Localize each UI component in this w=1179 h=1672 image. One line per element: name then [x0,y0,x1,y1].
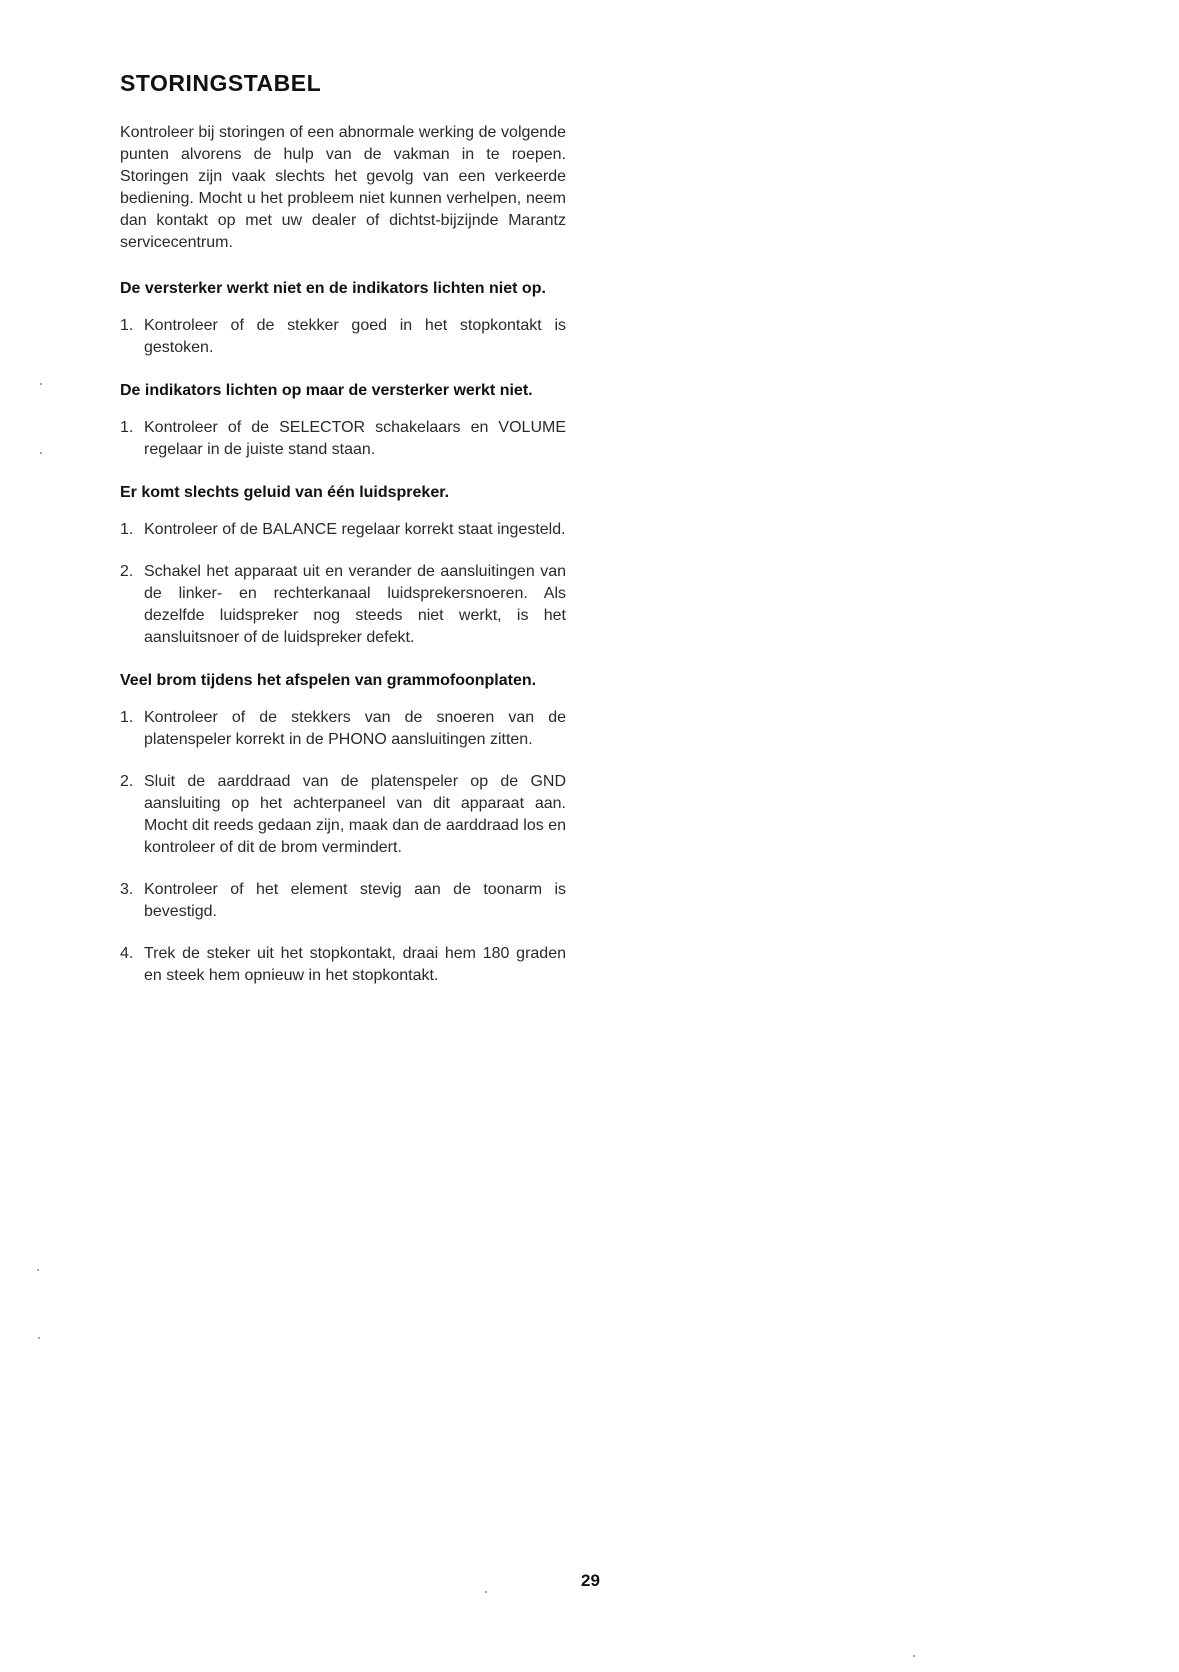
item-text: Sluit de aarddraad van de platenspeler op de GND aansluiting op het achterpaneel van dit apparaat aan. Mocht dit reeds gedaan zijn, maak dan de aarddraad los en kontroleer of dit de brom vermindert. [144,773,566,856]
item-text: Kontroleer of de stekkers van de snoeren van de platenspeler korrekt in de PHONO aansluitingen zitten. [144,709,566,748]
list-item [120,879,566,923]
item-number: 1. [120,419,134,436]
item-text: Schakel het apparaat uit en verander de aansluitingen van de linker- en rechterkanaal luidsprekersnoeren. Als dezelfde luidspreker nog steeds niet werkt, is het aansluitsnoer of de luidspreker defekt. [144,563,566,646]
list-item [120,417,566,461]
item-number: 2. [120,773,134,790]
item-text: Kontroleer of de stekker goed in het stopkontakt is gestoken. [144,317,566,356]
section-heading: Veel brom tijdens het afspelen van grammofoonplaten. [120,672,537,689]
item-number: 2. [120,563,134,580]
list-item [120,771,566,859]
section-no-power [120,277,566,359]
scan-speck [485,1591,487,1593]
page-content [120,70,566,1007]
page-title: STORINGSTABEL [120,70,322,96]
section-one-speaker [120,481,566,649]
item-text: Kontroleer of het element stevig aan de toonarm is bevestigd. [144,881,566,920]
scan-speck [38,1337,40,1339]
list-item [120,315,566,359]
section-indicators-on [120,379,566,461]
scan-speck [37,1269,39,1271]
item-text: Trek de steker uit het stopkontakt, draai hem 180 graden en steek hem opnieuw in het stopkontakt. [144,945,566,984]
intro-paragraph: Kontroleer bij storingen of een abnormale werking de volgende punten alvorens de hulp van de vakman in te roepen. Storingen zijn vaak slechts het gevolg van een verkeerde bediening. Mocht u het probleem niet kunnen verhelpen, neem dan kontakt op met uw dealer of dichtst-bijzijnde Marantz servicecentrum. [120,124,566,251]
check-list [120,417,566,461]
item-text: Kontroleer of de BALANCE regelaar korrekt staat ingesteld. [144,521,566,538]
list-item [120,519,566,541]
list-item [120,707,566,751]
scan-speck [913,1655,915,1657]
page-number: 29 [581,1571,600,1590]
item-number: 1. [120,317,134,334]
scan-speck [40,383,42,385]
check-list [120,707,566,987]
section-heading: De indikators lichten op maar de versterker werkt niet. [120,382,533,399]
section-hum [120,669,566,987]
item-number: 1. [120,709,134,726]
list-item [120,943,566,987]
section-heading: De versterker werkt niet en de indikators lichten niet op. [120,280,546,297]
section-heading: Er komt slechts geluid van één luidspreker. [120,484,450,501]
check-list [120,519,566,649]
item-number: 1. [120,521,134,538]
scan-speck [40,452,42,454]
check-list [120,315,566,359]
item-number: 4. [120,945,134,962]
item-number: 3. [120,881,134,898]
item-text: Kontroleer of de SELECTOR schakelaars en VOLUME regelaar in de juiste stand staan. [144,419,566,458]
list-item [120,561,566,649]
